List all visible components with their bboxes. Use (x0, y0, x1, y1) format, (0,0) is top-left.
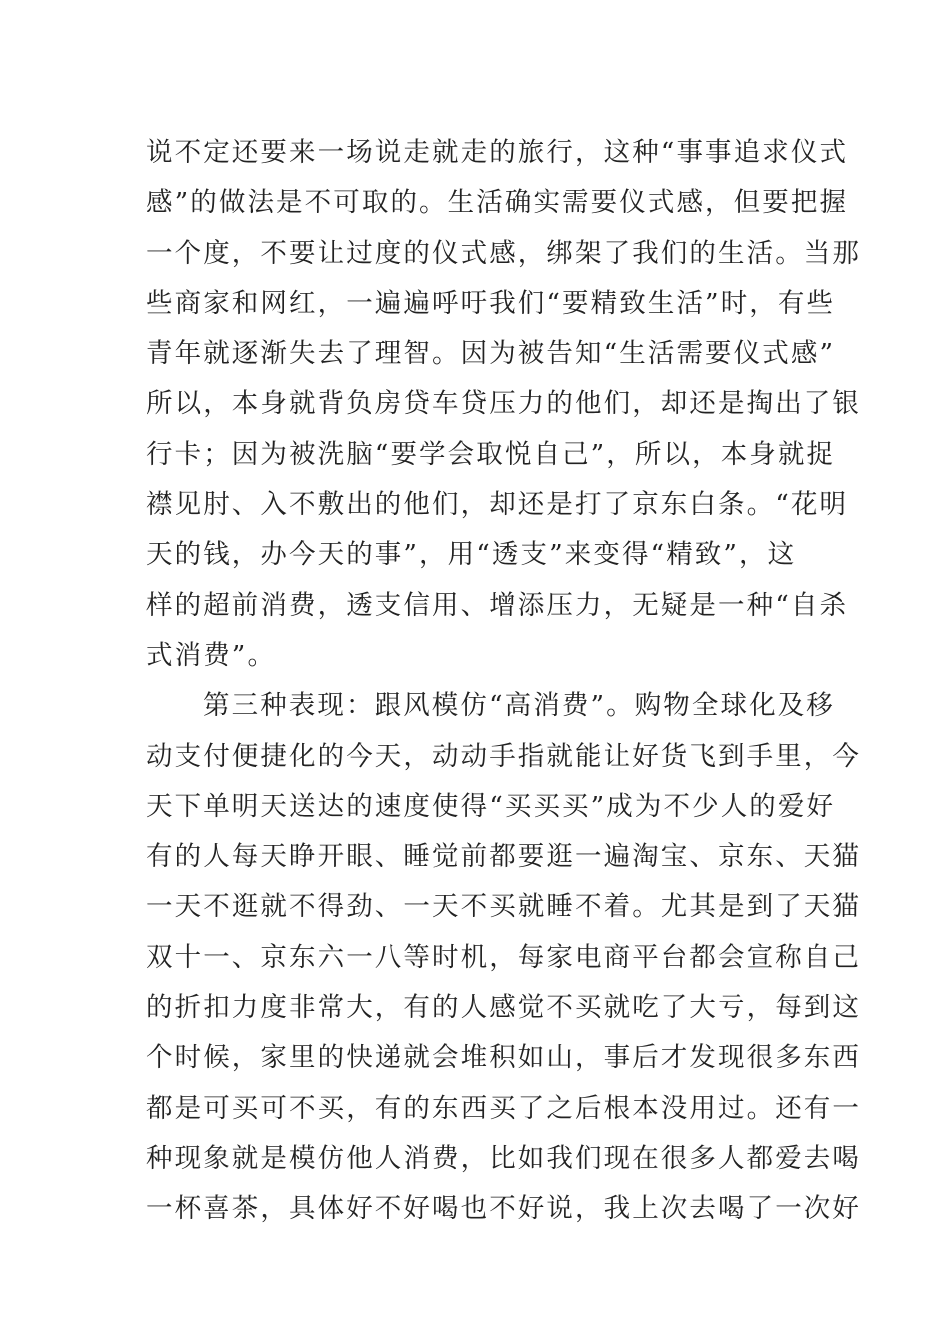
text-line: 式消费”。 (146, 639, 277, 671)
text-line: 一个度，不要让过度的仪式感，绑架了我们的生活。当那 (146, 237, 861, 269)
text-line: 青年就逐渐失去了理智。因为被告知“生活需要仪式感” (146, 338, 836, 370)
text-line: 些商家和网红，一遍遍呼吁我们“要精致生活”时，有些 (146, 287, 836, 319)
text-line: 天的钱，办今天的事”，用“透支”来变得“精致”，这 (146, 539, 797, 571)
body-text (146, 128, 861, 1235)
text-line: 一杯喜茶，具体好不好喝也不好说，我上次去喝了一次好 (146, 1193, 861, 1225)
text-line: 行卡；因为被洗脑“要学会取悦自己”，所以，本身就捉 (146, 438, 836, 470)
text-line: 说不定还要来一场说走就走的旅行，这种“事事追求仪式 (146, 137, 849, 168)
text-line: 个时候，家里的快递就会堆积如山，事后才发现很多东西 (146, 1042, 861, 1074)
text-line: 双十一、京东六一八等时机，每家电商平台都会宣称自己 (146, 941, 861, 973)
text-line: 感”的做法是不可取的。生活确实需要仪式感，但要把握 (146, 187, 849, 219)
text-line: 一天不逛就不得劲、一天不买就睡不着。尤其是到了天猫 (146, 891, 861, 923)
text-line: 天下单明天送达的速度使得“买买买”成为不少人的爱好 (146, 790, 836, 822)
text-line: 有的人每天睁开眼、睡觉前都要逛一遍淘宝、京东、天猫 (146, 841, 861, 873)
text-line: 的折扣力度非常大，有的人感觉不买就吃了大亏，每到这 (146, 992, 861, 1024)
text-line: 襟见肘、入不敷出的他们，却还是打了京东白条。“花明 (146, 489, 849, 521)
text-line: 都是可买可不买，有的东西买了之后根本没用过。还有一 (146, 1092, 861, 1124)
paragraph-start-line: 第三种表现：跟风模仿“高消费”。购物全球化及移 (203, 690, 835, 722)
text-line: 动支付便捷化的今天，动动手指就能让好货飞到手里，今 (146, 740, 861, 772)
text-line: 样的超前消费，透支信用、增添压力，无疑是一种“自杀 (146, 589, 849, 621)
text-line: 所以，本身就背负房贷车贷压力的他们，却还是掏出了银 (146, 388, 861, 420)
text-line: 种现象就是模仿他人消费，比如我们现在很多人都爱去喝 (146, 1142, 861, 1174)
